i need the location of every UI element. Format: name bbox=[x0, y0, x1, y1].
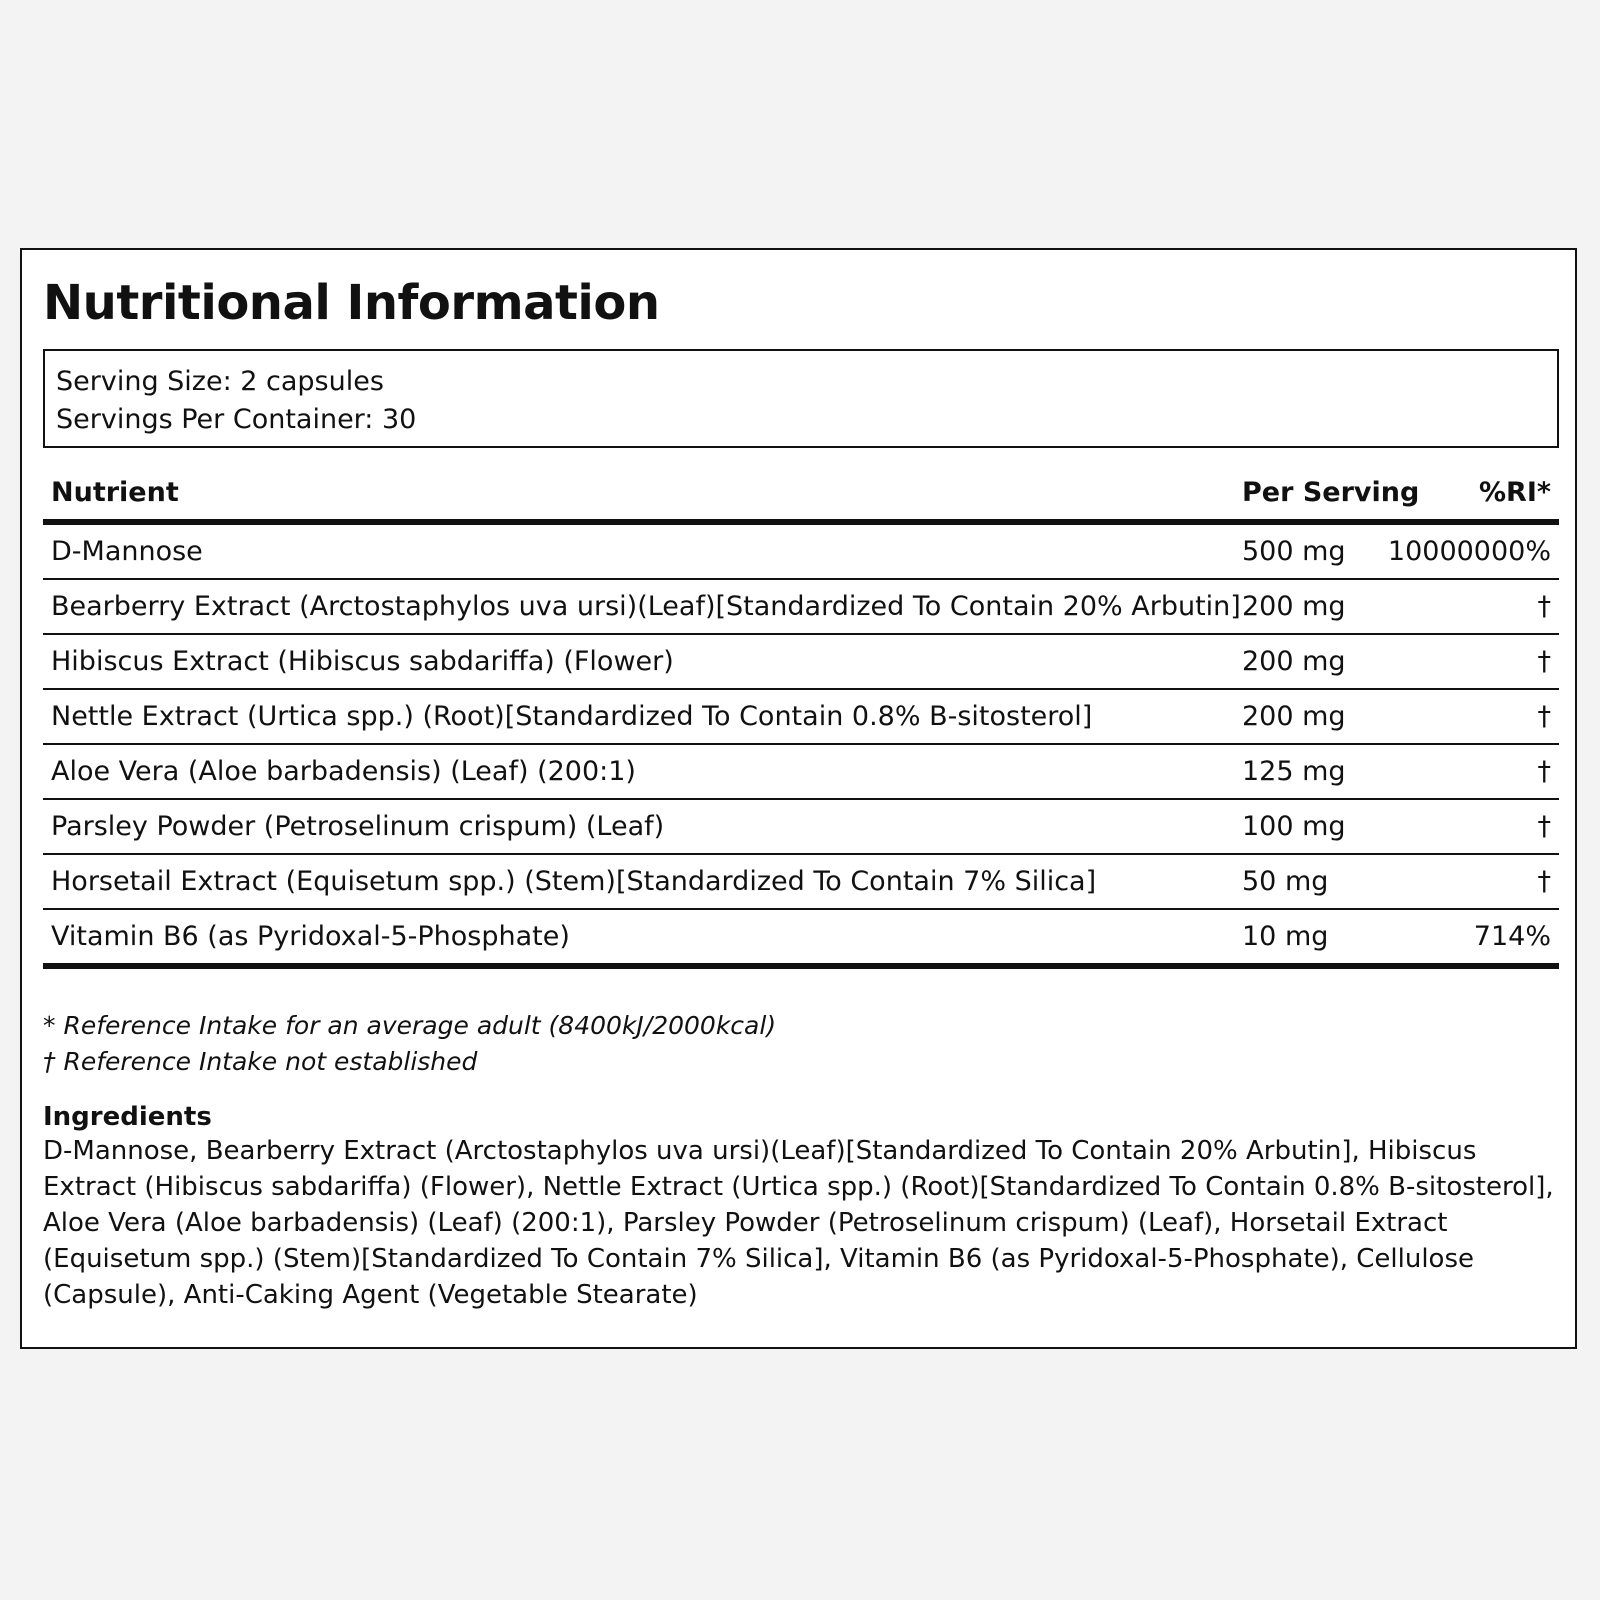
header-ri: %RI* bbox=[1478, 477, 1551, 508]
header-per-serving: Per Serving bbox=[1242, 477, 1420, 508]
table-row bbox=[43, 580, 1559, 635]
serving-info-box bbox=[43, 349, 1559, 448]
footnote-reference-intake: * Reference Intake for an average adult (8400kJ/2000kcal) bbox=[43, 1011, 777, 1040]
nutrient-per-serving: 125 mg bbox=[1242, 756, 1346, 787]
nutrient-table bbox=[43, 473, 1559, 969]
ingredients-text: D-Mannose, Bearberry Extract (Arctostaphylos uva ursi)(Leaf)[Standardized To Contain 20% Arbutin], Hibiscus Extract (Hibiscus sabdariffa) (Flower), Nettle Extract (Urtica spp.) (Root)[Standardized To Contain 0.8% B-sitosterol], Aloe Vera (Aloe barbadensis) (Leaf) (200:1), Parsley Powder (Petroselinum crispum) (Leaf), Horsetail Extract (Equisetum spp.) (Stem)[Standardized To Contain 7% Silica], Vitamin B6 (as Pyridoxal-5-Phosphate), Cellulose (Capsule), Anti-Caking Agent (Vegetable Stearate) bbox=[43, 1136, 1554, 1310]
nutrient-ri: 10000000% bbox=[1387, 536, 1551, 567]
nutrient-per-serving: 200 mg bbox=[1242, 701, 1346, 732]
nutrient-per-serving: 100 mg bbox=[1242, 811, 1346, 842]
nutrient-per-serving: 500 mg bbox=[1242, 536, 1346, 567]
nutrient-ri: † bbox=[1537, 866, 1551, 897]
nutrient-name: Parsley Powder (Petroselinum crispum) (Leaf) bbox=[51, 811, 665, 842]
nutrient-name: Hibiscus Extract (Hibiscus sabdariffa) (Flower) bbox=[51, 646, 674, 677]
nutrient-name: Nettle Extract (Urtica spp.) (Root)[Standardized To Contain 0.8% B-sitosterol] bbox=[51, 701, 1093, 732]
nutrient-per-serving: 50 mg bbox=[1242, 866, 1329, 897]
nutrient-name: D-Mannose bbox=[51, 536, 203, 567]
serving-size: Serving Size: 2 capsules bbox=[56, 366, 384, 397]
nutrient-ri: † bbox=[1537, 591, 1551, 622]
nutrient-per-serving: 10 mg bbox=[1242, 921, 1329, 952]
footnotes bbox=[43, 1008, 776, 1080]
table-row bbox=[43, 800, 1559, 855]
table-header-row bbox=[43, 473, 1559, 525]
table-row bbox=[43, 855, 1559, 910]
nutrition-panel bbox=[20, 248, 1577, 1349]
table-row bbox=[43, 635, 1559, 690]
nutrient-ri: † bbox=[1537, 811, 1551, 842]
nutrient-name: Aloe Vera (Aloe barbadensis) (Leaf) (200:1) bbox=[51, 756, 636, 787]
table-row bbox=[43, 745, 1559, 800]
nutrient-per-serving: 200 mg bbox=[1242, 646, 1346, 677]
nutrient-ri: 714% bbox=[1473, 921, 1551, 952]
nutrient-name: Vitamin B6 (as Pyridoxal-5-Phosphate) bbox=[51, 921, 570, 952]
nutrient-ri: † bbox=[1537, 701, 1551, 732]
table-row bbox=[43, 910, 1559, 969]
table-row bbox=[43, 525, 1559, 580]
nutrient-per-serving: 200 mg bbox=[1242, 591, 1346, 622]
nutrient-name: Horsetail Extract (Equisetum spp.) (Stem)[Standardized To Contain 7% Silica] bbox=[51, 866, 1097, 897]
table-row bbox=[43, 690, 1559, 745]
nutrient-name: Bearberry Extract (Arctostaphylos uva ursi)(Leaf)[Standardized To Contain 20% Arbutin] bbox=[51, 591, 1241, 622]
page-title: Nutritional Information bbox=[43, 275, 660, 331]
ingredients-heading: Ingredients bbox=[43, 1102, 212, 1132]
header-nutrient: Nutrient bbox=[51, 477, 179, 508]
nutrient-ri: † bbox=[1537, 646, 1551, 677]
nutrient-ri: † bbox=[1537, 756, 1551, 787]
servings-per-container: Servings Per Container: 30 bbox=[56, 404, 417, 435]
footnote-not-established: † Reference Intake not established bbox=[43, 1047, 478, 1076]
